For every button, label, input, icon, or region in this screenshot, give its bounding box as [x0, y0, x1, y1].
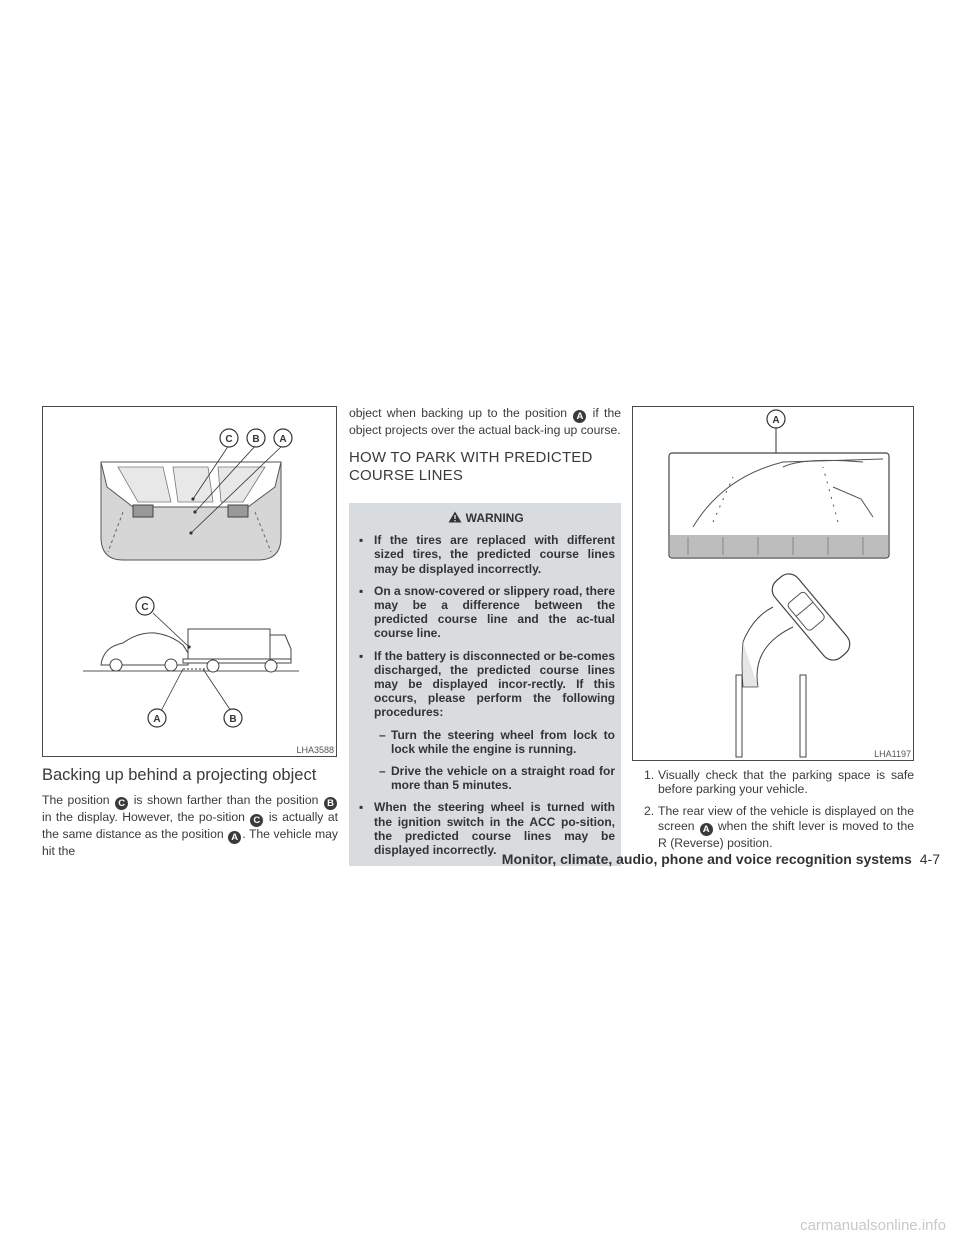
- step-text: when the shift lever is moved to the R (Reverse) position.: [658, 818, 914, 850]
- text-run: in the display. However, the po-sition: [42, 810, 245, 824]
- step-text: The rear view of the vehicle is displayed on the screen: [658, 804, 914, 833]
- step-1: [636, 768, 914, 796]
- figure-id-right: LHA1197: [874, 749, 911, 759]
- dash-marker: –: [379, 764, 386, 779]
- warning-list-continued: [357, 800, 615, 857]
- warning-box: [349, 503, 621, 866]
- figure-park-predicted-lines: [632, 406, 914, 761]
- warning-item-text: On a snow-covered or slippery road, there may be a difference between the predicted course line and the ac-tual course line.: [374, 583, 615, 641]
- warning-sub-item: [379, 728, 615, 756]
- callout-a: A: [573, 410, 586, 423]
- callout-b: B: [324, 797, 337, 810]
- figure-illustration: [43, 407, 336, 756]
- page-footer: [420, 851, 940, 867]
- callout-c: C: [115, 797, 128, 810]
- warning-title: [357, 511, 615, 525]
- section-heading-projecting-object: Backing up behind a projecting object: [42, 766, 317, 784]
- figure-backing-up-projecting-object: [42, 406, 337, 757]
- footer-title: Monitor, climate, audio, phone and voice recognition systems: [501, 851, 912, 867]
- step-number: 2.: [644, 804, 655, 819]
- callout-a: A: [228, 831, 241, 844]
- fig-label-c-top: C: [225, 434, 233, 445]
- text-run: if the object projects over the actual back-ing up course.: [349, 406, 621, 437]
- paragraph-projecting-object: [42, 793, 338, 858]
- step-text: Visually check that the parking space is safe before parking your vehicle.: [658, 768, 914, 797]
- step-number: 1.: [644, 768, 655, 782]
- warning-item-text: If the tires are replaced with different sized tires, the predicted course lines may be displayed incorrectly.: [374, 533, 615, 576]
- column-3-steps: [636, 768, 914, 858]
- warning-item: [357, 649, 615, 720]
- text-run: is actually at the same distance as the position: [42, 810, 338, 841]
- page-number: 4-7: [919, 851, 940, 867]
- figure-id-left: LHA3588: [296, 745, 334, 755]
- warning-sub-item: [379, 764, 615, 792]
- warning-title-text: WARNING: [465, 511, 524, 525]
- warning-item: [357, 584, 615, 641]
- text-run: object when backing up to the position: [349, 406, 568, 420]
- callout-c: C: [250, 814, 263, 827]
- fig-label-a-top: A: [279, 434, 287, 445]
- fig-label-c-side: C: [141, 602, 149, 613]
- warning-item: [357, 533, 615, 576]
- fig-label-a-side: A: [153, 714, 161, 725]
- fig-label-a-right: A: [772, 415, 780, 426]
- bullet-marker: ▪: [359, 533, 364, 548]
- callout-a: A: [700, 823, 713, 836]
- column-1: [42, 766, 338, 858]
- warning-item: [357, 800, 615, 857]
- dash-marker: –: [379, 727, 386, 742]
- fig-label-b-top: B: [252, 434, 260, 445]
- warning-list: [357, 533, 615, 719]
- warning-item-text: When the steering wheel is turned with the ignition switch in the ACC po-sition, the predicted course lines may be displayed incorrectly.: [374, 800, 615, 858]
- warning-sub-item-text: Drive the vehicle on a straight road for more than 5 minutes.: [391, 764, 615, 793]
- text-run: is shown farther than the position: [133, 793, 319, 807]
- text-run: The position: [42, 793, 110, 807]
- warning-triangle-icon: [448, 511, 462, 523]
- watermark: carmanualsonline.info: [800, 1217, 946, 1234]
- text-run: . The vehicle may hit the: [42, 827, 338, 858]
- bullet-marker: ▪: [359, 583, 364, 598]
- step-2: [636, 804, 914, 849]
- section-heading-park-predicted: HOW TO PARK WITH PREDICTED COURSE LINES: [349, 449, 593, 485]
- warning-item-text: If the battery is disconnected or be-comes discharged, the predicted course lines may be displayed incor-rectly. If this occurs, please perform the following procedures:: [374, 648, 615, 720]
- bullet-marker: ▪: [359, 800, 364, 815]
- fig-label-b-side: B: [229, 714, 237, 725]
- figure-illustration: [633, 407, 913, 760]
- column-2: [349, 406, 621, 495]
- warning-sub-item-text: Turn the steering wheel from lock to lock while the engine is running.: [391, 727, 615, 756]
- warning-sub-list: [357, 728, 615, 793]
- bullet-marker: ▪: [359, 648, 364, 663]
- paragraph-continued: [349, 406, 621, 437]
